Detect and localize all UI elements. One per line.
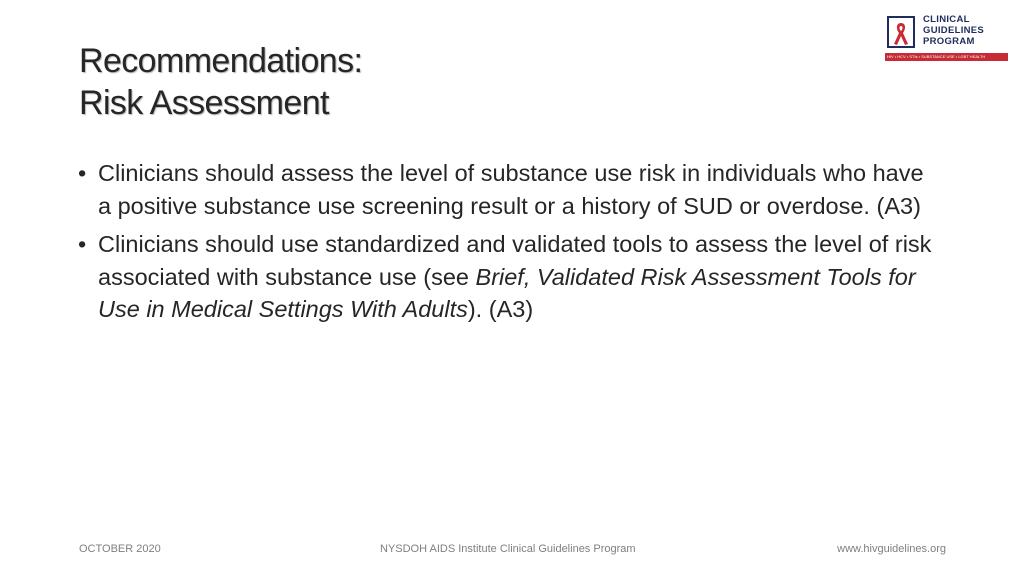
logo-line-1: CLINICAL bbox=[923, 14, 970, 25]
logo-line-3: PROGRAM bbox=[923, 36, 975, 47]
bullet-marker: • bbox=[78, 160, 87, 186]
recommendation-item bbox=[78, 228, 938, 326]
logo-line-2: GUIDELINES bbox=[923, 25, 985, 36]
slide-title bbox=[79, 40, 362, 124]
recommendation-text-after: ). (A3) bbox=[467, 296, 534, 322]
recommendation-item bbox=[78, 157, 938, 222]
footer-website: www.hivguidelines.org bbox=[837, 543, 946, 555]
footer-program: NYSDOH AIDS Institute Clinical Guidelines Program bbox=[380, 543, 636, 555]
logo-tagline-bar bbox=[885, 53, 1008, 61]
recommendation-list bbox=[78, 157, 938, 332]
referenced-document-title: Brief, Validated Risk Assessment Tools for Use in Medical Settings With Adults bbox=[98, 263, 916, 322]
awareness-ribbon-icon bbox=[885, 14, 919, 50]
title-line-1: Recommendations: bbox=[79, 42, 363, 80]
footer-date: OCTOBER 2020 bbox=[79, 543, 161, 555]
recommendation-text-before: Clinicians should use standardized and validated tools to assess the level of risk associated with substance use (see bbox=[98, 231, 932, 290]
title-line-2: Risk Assessment bbox=[79, 84, 329, 122]
logo-tagline: HIV • HCV • STIs • SUBSTANCE USE • LGBT HEALTH bbox=[887, 54, 986, 59]
recommendation-text: Clinicians should assess the level of substance use risk in individuals who have a positive substance use screening result or a history of SUD or overdose. (A3) bbox=[98, 160, 924, 219]
logo-wordmark bbox=[923, 14, 984, 47]
clinical-guidelines-program-logo bbox=[885, 12, 1009, 64]
bullet-marker: • bbox=[78, 231, 87, 257]
